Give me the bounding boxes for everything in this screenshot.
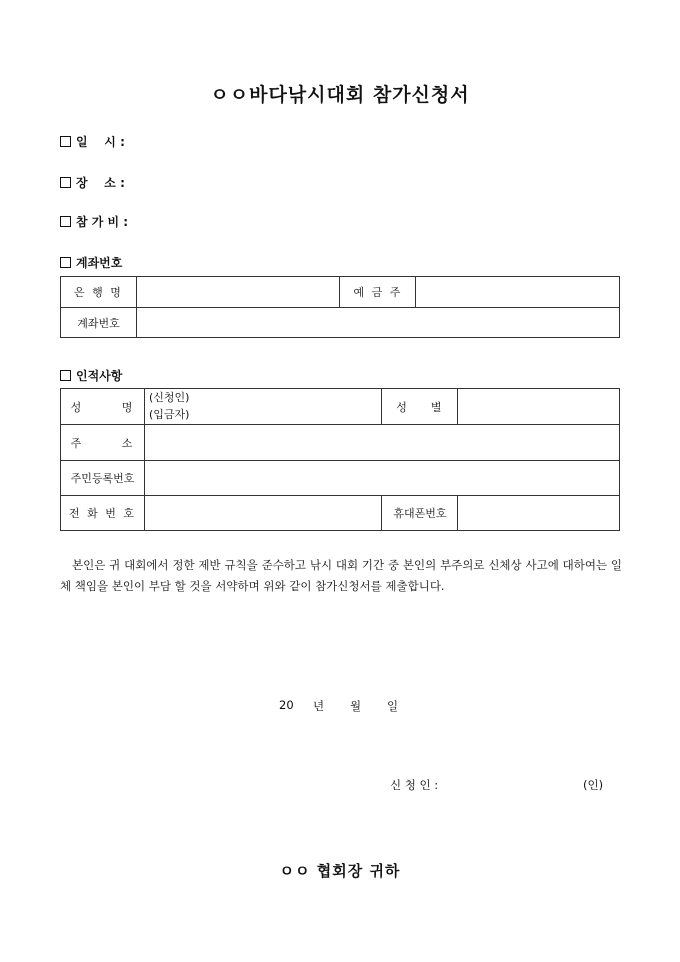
date-field — [60, 133, 125, 150]
place-label: 장 소 : — [76, 176, 125, 190]
date-label: 일 시 : — [76, 135, 125, 149]
address-value[interactable] — [144, 425, 619, 461]
depositor-value[interactable] — [416, 277, 620, 308]
checkbox-square-icon — [60, 216, 71, 227]
gender-value[interactable] — [458, 389, 620, 425]
checkbox-square-icon — [60, 136, 71, 147]
resident-number-label: 주민등록번호 — [61, 461, 145, 496]
bank-name-value[interactable] — [136, 277, 340, 308]
seal-mark: (인) — [583, 778, 604, 792]
date-year-unit: 년 — [313, 699, 325, 713]
depositor-label: 예 금 주 — [340, 277, 416, 308]
account-table — [60, 276, 620, 338]
personal-heading — [60, 367, 122, 384]
date-day-unit: 일 — [387, 699, 399, 713]
date-year: 20 — [279, 698, 294, 712]
pledge-statement: 본인은 귀 대회에서 정한 제반 규칙을 준수하고 낚시 대회 기간 중 본인의 부주의로 신체상 사고에 대하여는 일체 책임을 본인이 부담 할 것을 서약하며 위와 같이 참가신청서를 제출합니다. — [60, 558, 622, 593]
form-title: ㅇㅇ바다낚시대회 참가신청서 — [210, 84, 470, 106]
phone-value[interactable] — [144, 496, 381, 531]
phone-label: 전 화 번 호 — [61, 496, 145, 531]
mobile-label: 휴대폰번호 — [382, 496, 458, 531]
address-label: 주 소 — [61, 425, 145, 461]
checkbox-square-icon — [60, 370, 71, 381]
gender-label: 성 별 — [382, 389, 458, 425]
account-number-value[interactable] — [136, 308, 619, 338]
account-number-label: 계좌번호 — [61, 308, 137, 338]
fee-label: 참 가 비 : — [76, 215, 129, 229]
mobile-value[interactable] — [458, 496, 620, 531]
depositor-note: (입금자) — [148, 408, 190, 421]
checkbox-square-icon — [60, 177, 71, 188]
account-heading-label: 계좌번호 — [76, 256, 123, 270]
bank-name-label: 은 행 명 — [61, 277, 137, 308]
personal-heading-label: 인적사항 — [76, 369, 123, 383]
name-label: 성 명 — [61, 389, 145, 425]
place-field — [60, 174, 125, 191]
checkbox-square-icon — [60, 257, 71, 268]
addressee: ㅇㅇ 협회장 귀하 — [279, 862, 401, 880]
date-month-unit: 월 — [350, 699, 362, 713]
applicant-note: (신청인) — [148, 391, 190, 404]
name-value[interactable] — [144, 389, 381, 425]
resident-number-value[interactable] — [144, 461, 619, 496]
personal-table — [60, 388, 620, 531]
account-heading — [60, 254, 122, 271]
fee-field — [60, 213, 128, 230]
applicant-signature-label: 신 청 인 : — [390, 778, 439, 792]
